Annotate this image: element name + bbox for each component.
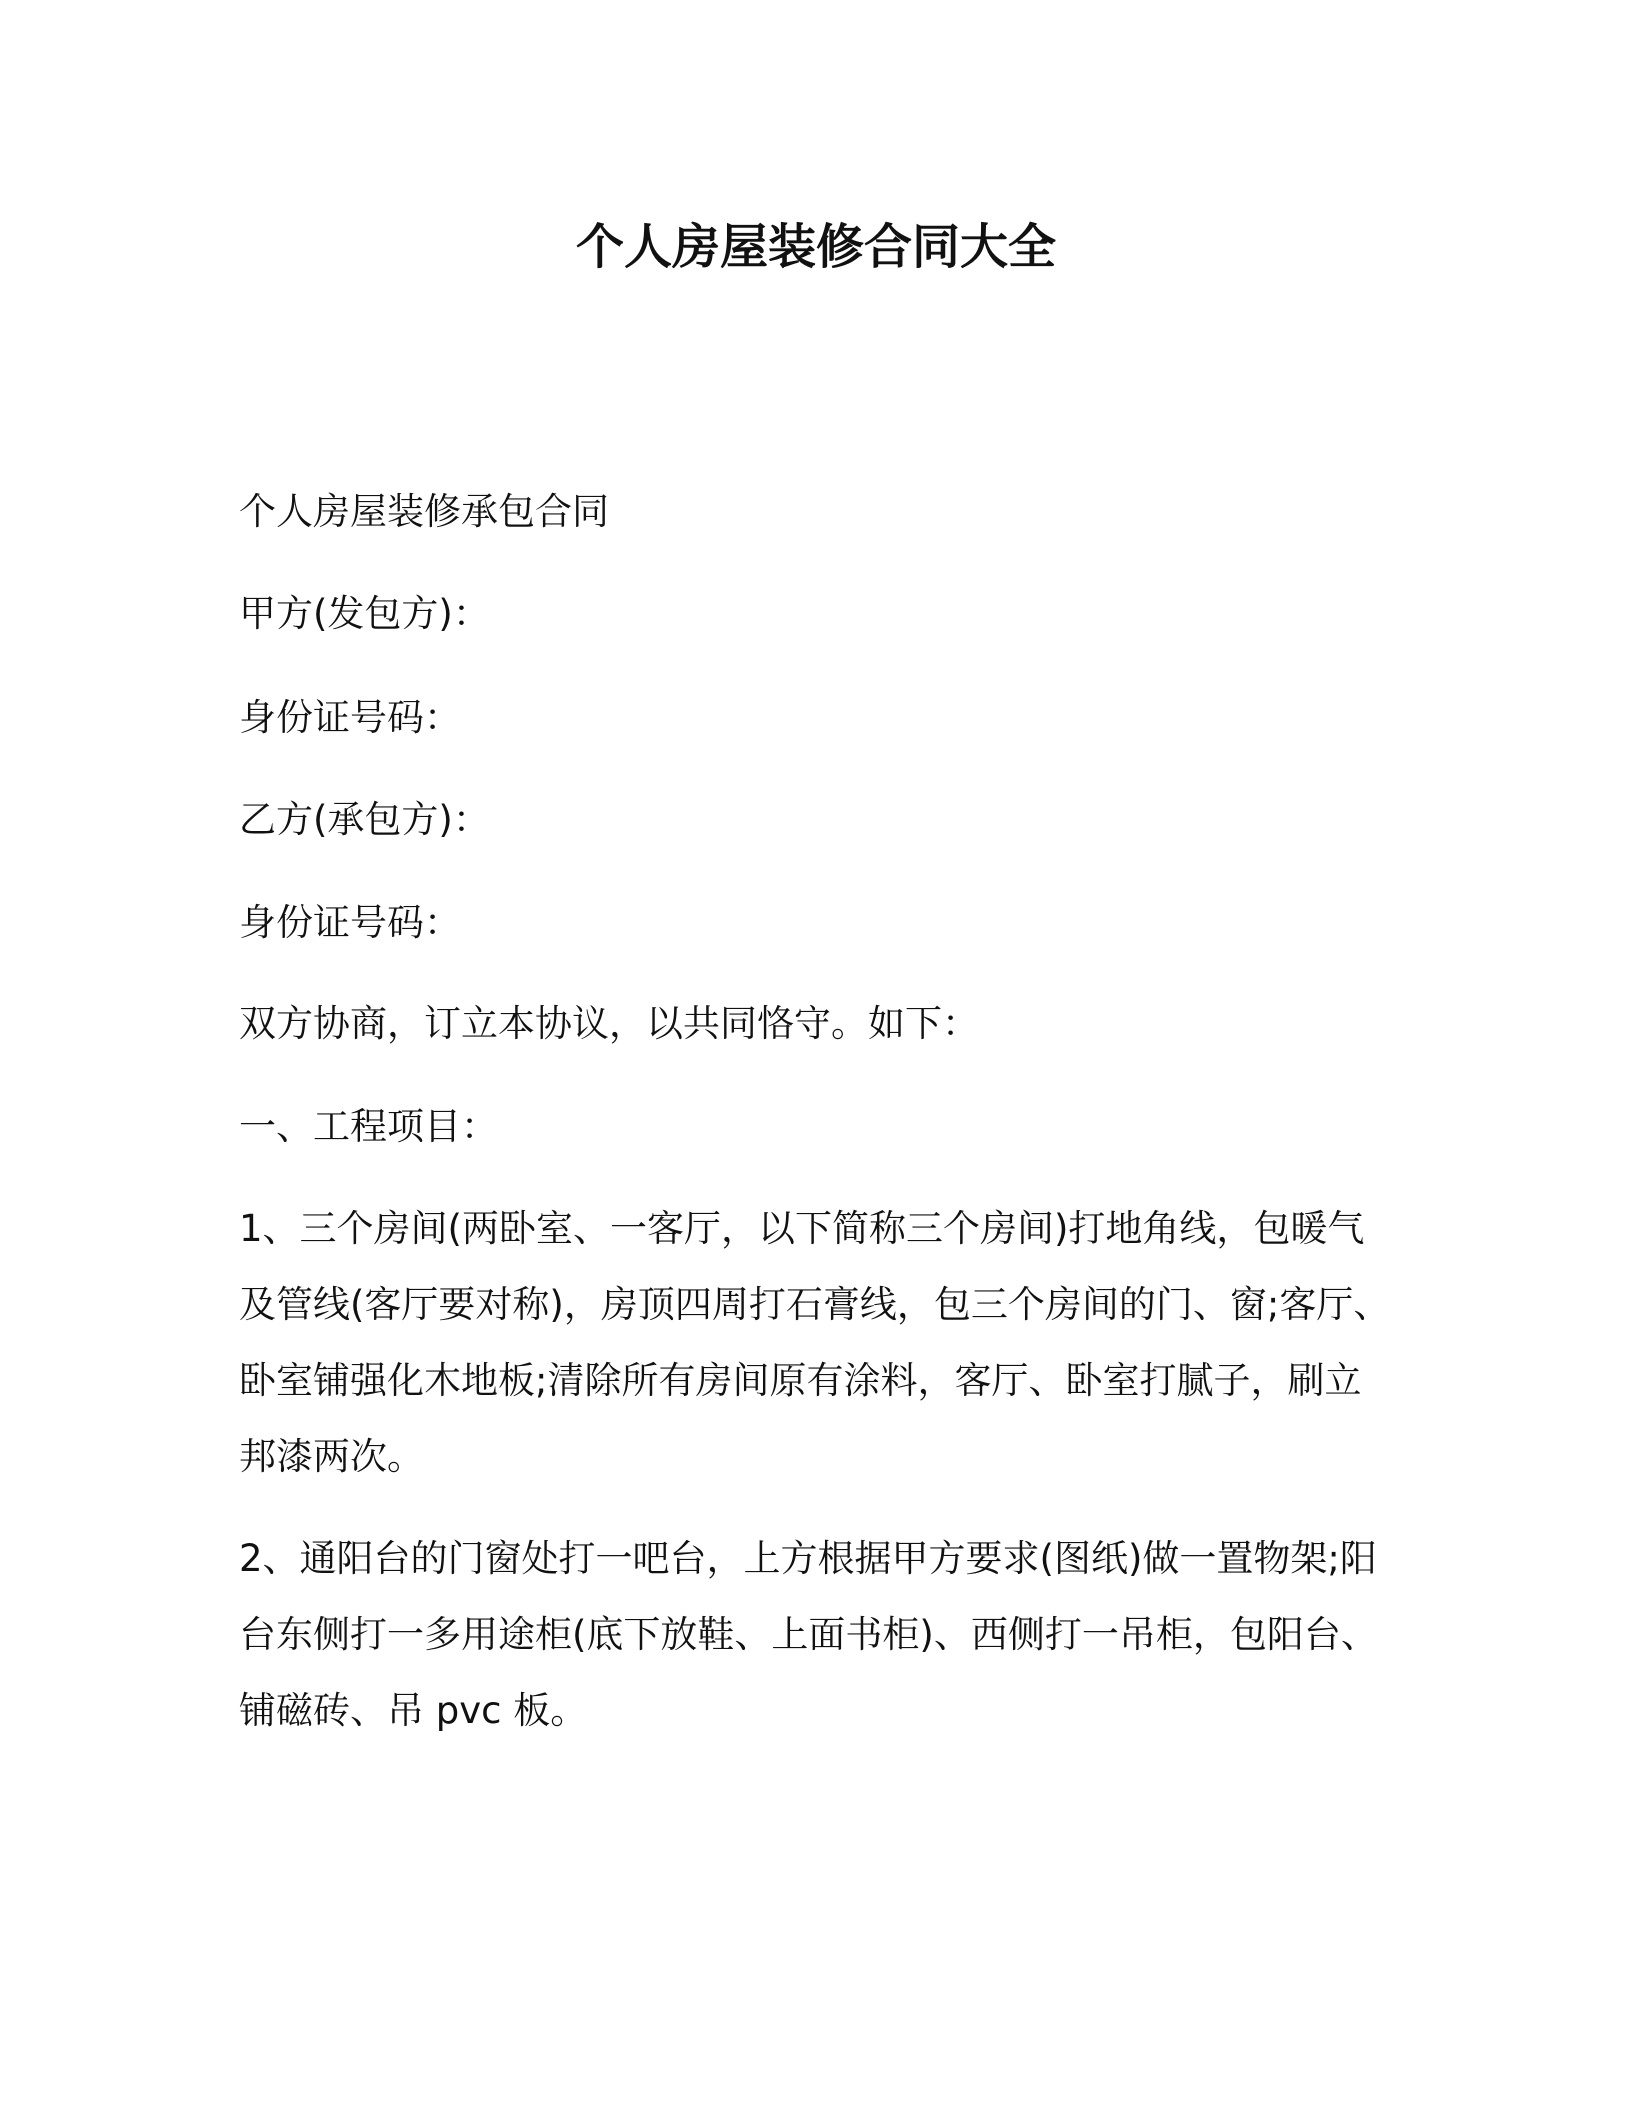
party-b-id-label: 身份证号码：	[239, 901, 461, 944]
clause-1-paragraph	[239, 1191, 1399, 1495]
contract-heading: 个人房屋装修承包合同	[239, 490, 609, 533]
document-title: 个人房屋装修合同大全	[575, 219, 1056, 275]
clause-2-line: 台东侧打一多用途柜(底下放鞋、上面书柜)、西侧打一吊柜，包阳台、	[239, 1613, 1378, 1656]
agreement-intro: 双方协商，订立本协议，以共同恪守。如下：	[239, 1002, 979, 1045]
party-a-id-label: 身份证号码：	[239, 696, 461, 739]
party-a-label: 甲方(发包方)：	[239, 592, 490, 635]
clause-1-line: 1、三个房间(两卧室、一客厅，以下简称三个房间)打地角线，包暖气	[239, 1207, 1365, 1250]
section-heading-project: 一、工程项目：	[239, 1105, 498, 1148]
clause-1-line: 邦漆两次。	[239, 1435, 424, 1478]
clause-2-paragraph	[239, 1521, 1399, 1749]
clause-1-line: 卧室铺强化木地板;清除所有房间原有涂料，客厅、卧室打腻子，刷立	[239, 1359, 1362, 1402]
clause-1-line: 及管线(客厅要对称)，房顶四周打石膏线，包三个房间的门、窗;客厅、	[239, 1283, 1391, 1326]
clause-2-line: 2、通阳台的门窗处打一吧台，上方根据甲方要求(图纸)做一置物架;阳	[239, 1537, 1377, 1580]
party-b-label: 乙方(承包方)：	[239, 798, 490, 841]
clause-2-line: 铺磁砖、吊 pvc 板。	[239, 1689, 588, 1732]
